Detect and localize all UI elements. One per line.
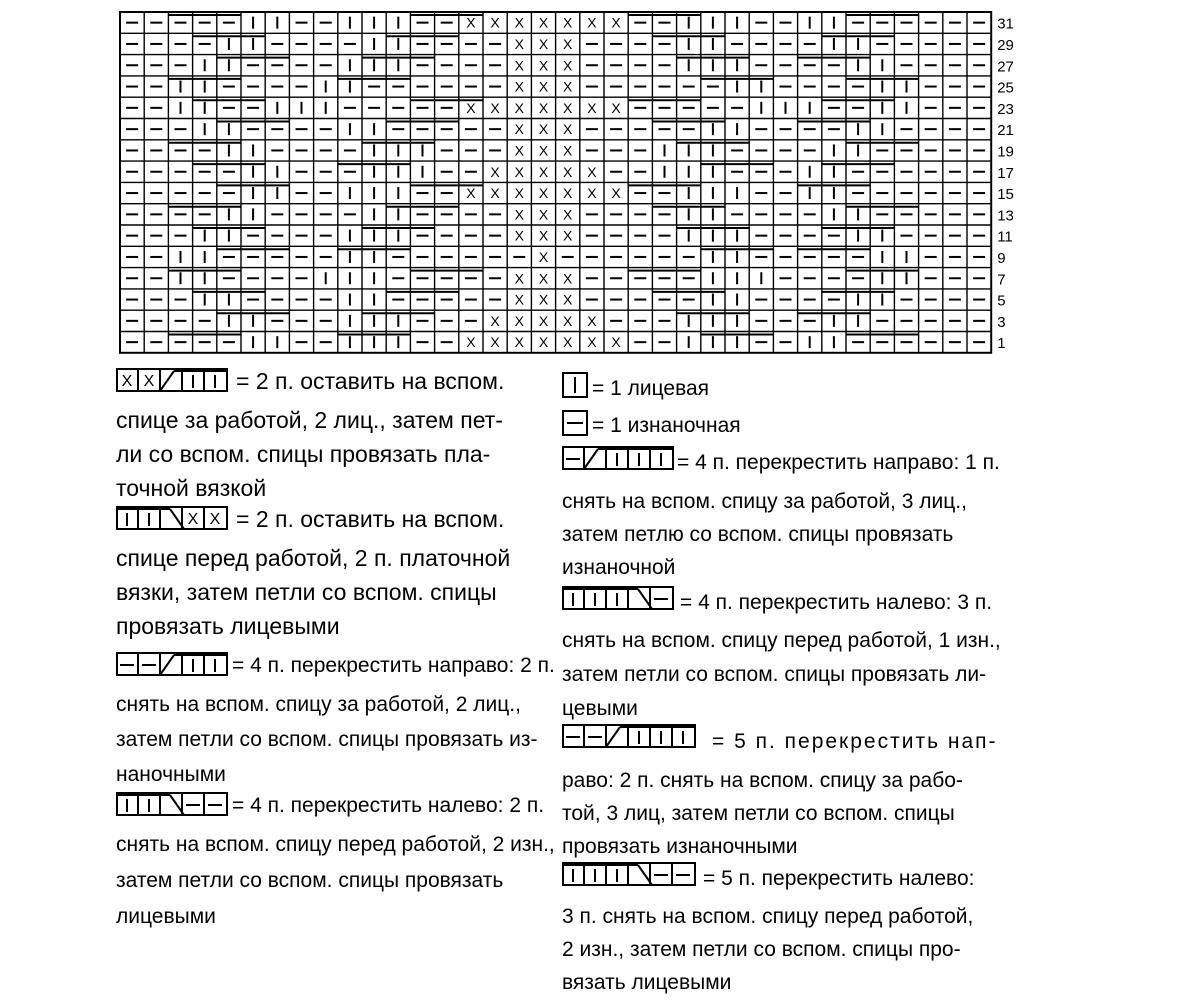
- xx-mark: X: [490, 185, 500, 202]
- xx-mark: X: [538, 312, 549, 329]
- xx-mark: X: [538, 206, 549, 223]
- row-number: 17: [997, 164, 1014, 182]
- xx-mark: X: [466, 14, 476, 31]
- row-number: 7: [997, 271, 1006, 289]
- legend-text-4: = 4 п. перекрестить налево: 2 п.: [232, 794, 545, 817]
- svg-text:X: X: [209, 511, 221, 528]
- xx-mark: X: [611, 334, 621, 351]
- xx-mark: X: [587, 163, 597, 180]
- xx-mark: X: [538, 334, 549, 351]
- xx-mark: X: [538, 163, 549, 180]
- symbol-knit-icon: [562, 372, 588, 398]
- xx-mark: X: [563, 57, 573, 74]
- legend-purl: [562, 410, 588, 436]
- xx-mark: X: [538, 227, 549, 244]
- xx-mark: X: [563, 163, 573, 180]
- xx-mark: X: [538, 57, 549, 74]
- xx-mark: X: [514, 142, 524, 159]
- legend-knit: [562, 372, 588, 398]
- xx-mark: X: [538, 270, 549, 287]
- xx-mark: X: [563, 185, 573, 202]
- legend-text-2-cont: спице перед работой, 2 п. платочной вязки, затем петли со вспом. спицы провязать лицевыми: [116, 545, 511, 639]
- legend-text-8: = 5 п. перекрестить налево:: [703, 867, 975, 890]
- xx-mark: X: [538, 14, 549, 31]
- legend-cross-4-right-1: [562, 446, 674, 470]
- xx-mark: X: [538, 291, 549, 308]
- xx-mark: X: [587, 14, 597, 31]
- xx-mark: X: [563, 291, 573, 308]
- legend-text-1-cont: спице за работой, 2 лиц., затем пет- ли со вспом. спицы провязать пла- точной вязкой: [116, 407, 503, 501]
- legend-cross-4-left-3: [562, 586, 674, 610]
- xx-mark: X: [611, 99, 621, 116]
- xx-mark: X: [514, 99, 524, 116]
- row-number: 5: [997, 292, 1006, 310]
- symbol-cross-4-right-1-icon: [562, 446, 674, 470]
- legend-text-6: = 4 п. перекрестить налево: 3 п.: [680, 591, 993, 614]
- xx-mark: X: [514, 57, 524, 74]
- legend-text-4-cont: снять на вспом. спицу перед работой, 2 изн., затем петли со вспом. спицы провязать лицевыми: [116, 833, 555, 928]
- xx-mark: X: [563, 227, 573, 244]
- symbol-cross-2-front-icon: [116, 506, 228, 530]
- xx-mark: X: [514, 312, 524, 329]
- legend-cross-2-front: [116, 506, 228, 530]
- xx-mark: X: [538, 78, 549, 95]
- symbol-purl-icon: [562, 410, 588, 436]
- xx-mark: X: [563, 14, 573, 31]
- legend-cross-5-right: [562, 724, 696, 748]
- xx-mark: X: [587, 185, 597, 202]
- legend-text-3-cont: снять на вспом. спицу за работой, 2 лиц., затем петли со вспом. спицы провязать из- наночными: [116, 693, 538, 786]
- row-number: 11: [997, 228, 1013, 246]
- xx-mark: X: [514, 35, 524, 52]
- legend-text-6-cont: снять на вспом. спицу перед работой, 1 изн., затем петли со вспом. спицы провязать ли- цевыми: [562, 629, 1001, 720]
- xx-mark: X: [466, 99, 476, 116]
- legend-cross-4-right-2: [116, 652, 228, 676]
- legend-text-3: = 4 п. перекрестить направо: 2 п.: [232, 654, 555, 677]
- xx-mark: X: [587, 334, 597, 351]
- row-number: 1: [997, 335, 1006, 353]
- row-number: 23: [997, 100, 1014, 118]
- xx-mark: X: [538, 35, 549, 52]
- xx-mark: X: [514, 334, 524, 351]
- row-number: 21: [997, 122, 1014, 140]
- symbol-cross-4-left-3-icon: [562, 586, 674, 610]
- legend-text-5-cont: снять на вспом. спицу за работой, 3 лиц., затем петлю со вспом. спицы провязать изнаночной: [562, 490, 967, 579]
- xx-mark: X: [563, 78, 573, 95]
- legend-text-7-cont: раво: 2 п. снять на вспом. спицу за рабо- той, 3 лиц, затем петли со вспом. спицы провязать изнаночными: [562, 769, 963, 858]
- xx-mark: X: [490, 163, 500, 180]
- legend-text-8-cont: 3 п. снять на вспом. спицу перед работой, 2 изн., затем петли со вспом. спицы про- вязать лицевыми: [562, 905, 974, 994]
- xx-mark: X: [563, 312, 573, 329]
- xx-mark: X: [563, 99, 573, 116]
- xx-mark: X: [587, 99, 597, 116]
- row-number: 27: [997, 58, 1014, 76]
- xx-mark: X: [490, 334, 500, 351]
- symbol-cross-4-right-2-icon: [116, 652, 228, 676]
- xx-mark: X: [490, 312, 500, 329]
- xx-mark: X: [563, 35, 573, 52]
- xx-mark: X: [611, 185, 621, 202]
- row-number: 31: [997, 15, 1014, 33]
- xx-mark: X: [538, 99, 549, 116]
- legend-cross-5-left: [562, 862, 696, 886]
- xx-mark: X: [514, 163, 524, 180]
- xx-mark: X: [466, 185, 476, 202]
- xx-mark: X: [514, 14, 524, 31]
- xx-mark: X: [514, 185, 524, 202]
- xx-mark: X: [514, 78, 524, 95]
- xx-mark: X: [514, 227, 524, 244]
- xx-mark: X: [514, 206, 524, 223]
- legend-text-2: = 2 п. оставить на вспом.: [236, 506, 505, 532]
- legend-text-purl: = 1 изнаночная: [592, 414, 741, 437]
- xx-mark: X: [587, 312, 597, 329]
- symbol-cross-5-right-icon: [562, 724, 696, 748]
- legend-cross-2-purl-back: [116, 368, 228, 392]
- xx-mark: X: [563, 270, 573, 287]
- xx-mark: X: [538, 185, 549, 202]
- legend-text-knit: = 1 лицевая: [592, 377, 710, 400]
- symbol-cross-4-left-2-icon: [116, 792, 228, 816]
- xx-mark: X: [563, 142, 573, 159]
- legend-text-1: = 2 п. оставить на вспом.: [236, 368, 505, 394]
- row-number: 25: [997, 79, 1014, 97]
- legend-text-5: = 4 п. перекрестить направо: 1 п.: [677, 451, 1000, 474]
- xx-mark: X: [563, 206, 573, 223]
- row-number: 9: [997, 249, 1006, 267]
- row-number: 13: [997, 207, 1014, 225]
- xx-mark: X: [563, 334, 573, 351]
- legend-cross-4-left-2: [116, 792, 228, 816]
- legend-text-7: = 5 п. перекрестить нап-: [712, 730, 998, 753]
- xx-mark: X: [538, 248, 549, 265]
- xx-mark: X: [466, 334, 476, 351]
- row-number: 3: [997, 313, 1006, 331]
- xx-mark: X: [514, 121, 524, 138]
- xx-mark: X: [538, 121, 549, 138]
- row-number: 19: [997, 143, 1014, 161]
- xx-mark: X: [490, 99, 500, 116]
- knitting-chart: [0, 0, 1200, 360]
- row-number: 29: [997, 36, 1014, 54]
- svg-text:X: X: [187, 511, 199, 528]
- svg-text:X: X: [143, 373, 155, 390]
- symbol-cross-5-left-icon: [562, 862, 696, 886]
- row-number: 15: [997, 186, 1014, 204]
- xx-mark: X: [490, 14, 500, 31]
- xx-mark: X: [514, 291, 524, 308]
- svg-text:X: X: [121, 373, 133, 390]
- xx-mark: X: [563, 121, 573, 138]
- xx-mark: X: [538, 142, 549, 159]
- xx-mark: X: [514, 270, 524, 287]
- xx-mark: X: [611, 14, 621, 31]
- symbol-cross-2-back-icon: [116, 368, 228, 392]
